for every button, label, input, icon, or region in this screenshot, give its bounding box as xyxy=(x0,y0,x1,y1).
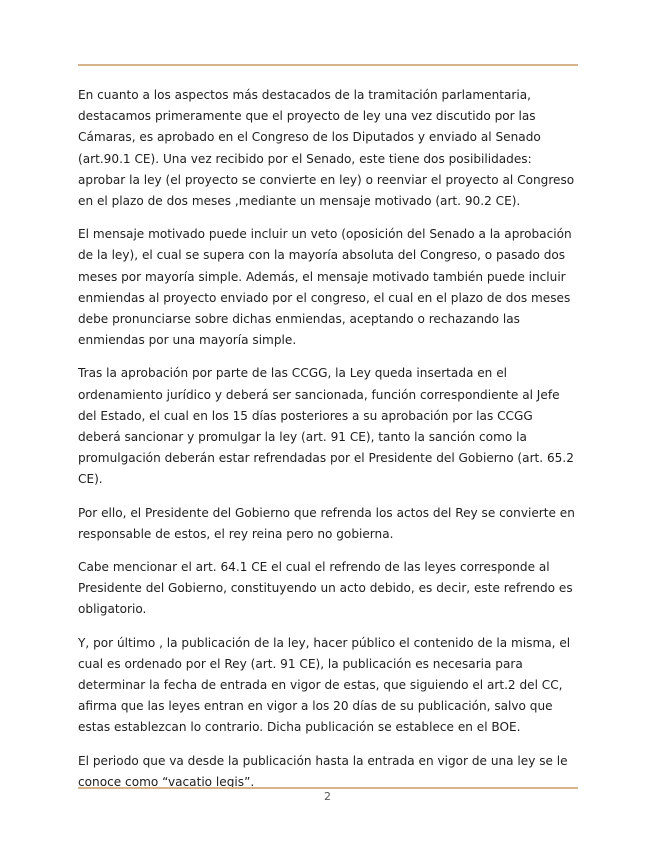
footer-rule xyxy=(78,787,578,789)
page-number: 2 xyxy=(324,790,331,803)
paragraph-2: El mensaje motivado puede incluir un veto (oposición del Senado a la aprobación de la ley), el cual se supera con la mayoría absoluta del Congreso, o pasado dos meses por mayoría simple. Además, el mensaje motivado también puede incluir enmiendas al proyecto enviado por el congreso, el cual en el plazo de dos meses debe pronunciarse sobre dichas enmiendas, aceptando o rechazando las enmiendas por una mayoría simple. xyxy=(78,227,572,348)
paragraph-1: En cuanto a los aspectos más destacados de la tramitación parlamentaria, destacamos primeramente que el proyecto de ley una vez discutido por las Cámaras, es aprobado en el Congreso de los Diputados y enviado al Senado (art.90.1 CE). Una vez recibido por el Senado, este tiene dos posibilidades: aprobar la ley (el proyecto se convierte en ley) o reenviar el proyecto al Congreso en el plazo de dos meses ,mediante un mensaje motivado (art. 90.2 CE). xyxy=(78,88,575,209)
document-body xyxy=(78,85,578,805)
paragraph-5: Cabe mencionar el art. 64.1 CE el cual el refrendo de las leyes corresponde al Presidente del Gobierno, constituyendo un acto debido, es decir, este refrendo es obligatorio. xyxy=(78,560,573,617)
paragraph-3: Tras la aprobación por parte de las CCGG, la Ley queda insertada en el ordenamiento jurídico y deberá ser sancionada, función correspondiente al Jefe del Estado, el cual en los 15 días posteriores a su aprobación por las CCGG deberá sancionar y promulgar la ley (art. 91 CE), tanto la sanción como la promulgación deberán estar refrendadas por el Presidente del Gobierno (art. 65.2 CE). xyxy=(78,366,574,487)
paragraph-7: El periodo que va desde la publicación hasta la entrada en vigor de una ley se le conoce como “vacatio legis”. xyxy=(78,753,568,789)
paragraph-4: Por ello, el Presidente del Gobierno que refrenda los actos del Rey se convierte en responsable de estos, el rey reina pero no gobierna. xyxy=(78,505,575,541)
header-rule xyxy=(78,64,578,66)
paragraph-6: Y, por último , la publicación de la ley, hacer público el contenido de la misma, el cual es ordenado por el Rey (art. 91 CE), la publicación es necesaria para determinar la fecha de entrada en vigor de estas, que siguiendo el art.2 del CC, afirma que las leyes entran en vigor a los 20 días de su publicación, salvo que estas establezcan lo contrario. Dicha publicación se establece en el BOE. xyxy=(78,635,571,735)
